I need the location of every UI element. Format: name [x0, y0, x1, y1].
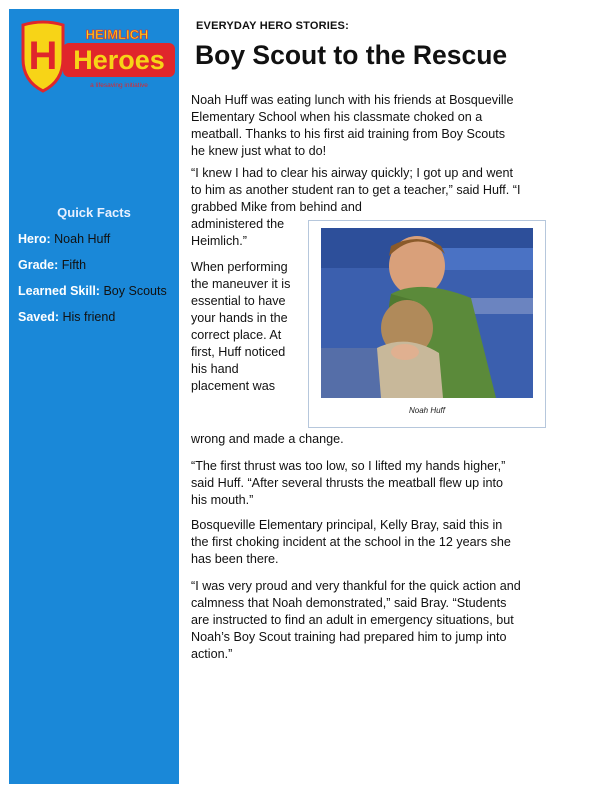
- photo-noah-huff: [321, 228, 533, 398]
- paragraph-principal: Bosqueville Elementary principal, Kelly Bray, said this in the first choking incident at the school in the 12 years she has been there.: [191, 518, 511, 566]
- paragraph-maneuver: When performing the maneuver it is essential to have your hands in the correct place. At first, Huff noticed his hand placement was: [191, 260, 291, 393]
- logo-emblem-letter: H: [28, 34, 58, 78]
- fact-key: Hero:: [18, 232, 51, 246]
- paragraph-intro: Noah Huff was eating lunch with his friends at Bosqueville Elementary School when his classmate choked on a meatball. Thanks to his first aid training from Boy Scouts he knew just what to do!: [191, 93, 514, 158]
- fact-key: Grade:: [18, 258, 59, 272]
- photo-figure: [308, 220, 546, 428]
- fact-key: Saved:: [18, 310, 59, 324]
- section-kicker: EVERYDAY HERO STORIES:: [196, 20, 349, 32]
- fact-learned-skill: [18, 283, 168, 300]
- paragraph-quote-3: “I was very proud and very thankful for the quick action and calmness that Noah demonstrated,” said Bray. “Students are instructed to find an adult in emergency situations, but Noah’s Boy Scout training had prepared him to jump into action.”: [191, 579, 521, 661]
- logo-main-text: Heroes: [73, 45, 165, 75]
- paragraph-quote-1: “I knew I had to clear his airway quickly; I got up and went to him as another student ran to get a teacher,” said Huff. “I grabbed Mike from behind and: [191, 166, 521, 214]
- fact-value: Fifth: [61, 258, 87, 272]
- quick-facts-title: Quick Facts: [57, 205, 131, 220]
- fact-value: Noah Huff: [54, 232, 111, 246]
- fact-grade: [18, 257, 168, 274]
- fact-key: Learned Skill:: [18, 284, 100, 298]
- fact-value: His friend: [62, 310, 116, 324]
- paragraph-maneuver-end: wrong and made a change.: [191, 432, 344, 446]
- fact-saved: [18, 309, 168, 326]
- fact-value: Boy Scouts: [103, 284, 167, 298]
- heimlich-heroes-logo: [19, 19, 177, 95]
- quick-facts-list: [18, 231, 168, 335]
- paragraph-quote-2: “The first thrust was too low, so I lifted my hands higher,” said Huff. “After several thrusts the meatball flew up into his mouth.”: [191, 459, 506, 507]
- paragraph-quote-1-end: administered the Heimlich.”: [191, 217, 285, 248]
- sidebar: [9, 9, 179, 784]
- fact-hero: [18, 231, 168, 248]
- logo-tagline: a lifesaving initiative: [90, 82, 148, 89]
- photo-caption: Noah Huff: [408, 406, 446, 415]
- logo-top-text: HEIMLICH: [85, 27, 149, 42]
- article-headline: Boy Scout to the Rescue: [195, 40, 508, 70]
